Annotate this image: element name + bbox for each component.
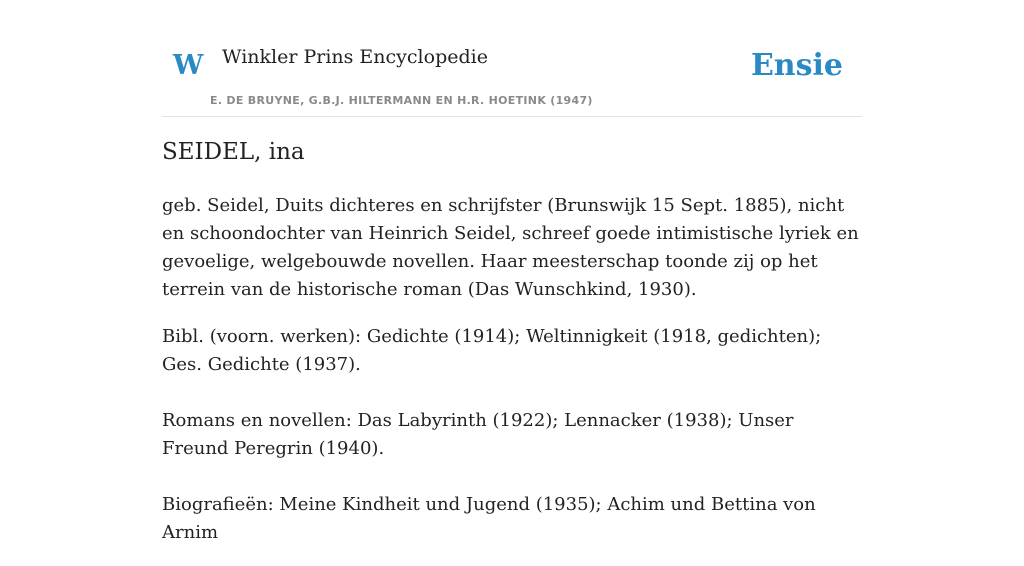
site-header [162,0,862,117]
ensie-brand-link[interactable]: Ensie [750,48,843,83]
article-paragraph: geb. Seidel, Duits dichteres en schrijfster (Brunswijk 15 Sept. 1885), nicht en schoondochter van Heinrich Seidel, schreef goede intimistische lyriek en gevoelige, welgebouwde novellen. Haar meesterschap toonde zij op het terrein van de historische roman (Das Wunschkind, 1930). [162,195,859,300]
site-subtitle: E. DE BRUYNE, G.B.J. HILTERMANN EN H.R. HOETINK (1947) [210,94,593,107]
winkler-prins-logo-icon[interactable]: W [173,50,204,81]
article-paragraph: Bibl. (voorn. werken): Gedichte (1914); Weltinnigkeit (1918, gedichten); Ges. Gedichte (1937). [162,326,822,375]
site-title[interactable]: Winkler Prins Encyclopedie [222,46,488,68]
article-body [162,192,862,566]
article-paragraph: Biografieën: Meine Kindheit und Jugend (1935); Achim und Bettina von Arnim [162,494,816,543]
content-container [162,0,862,543]
article-title: SEIDEL, ina [162,139,305,165]
article-paragraph: Romans en novellen: Das Labyrinth (1922); Lennacker (1938); Unser Freund Peregrin (1940). [162,410,794,459]
